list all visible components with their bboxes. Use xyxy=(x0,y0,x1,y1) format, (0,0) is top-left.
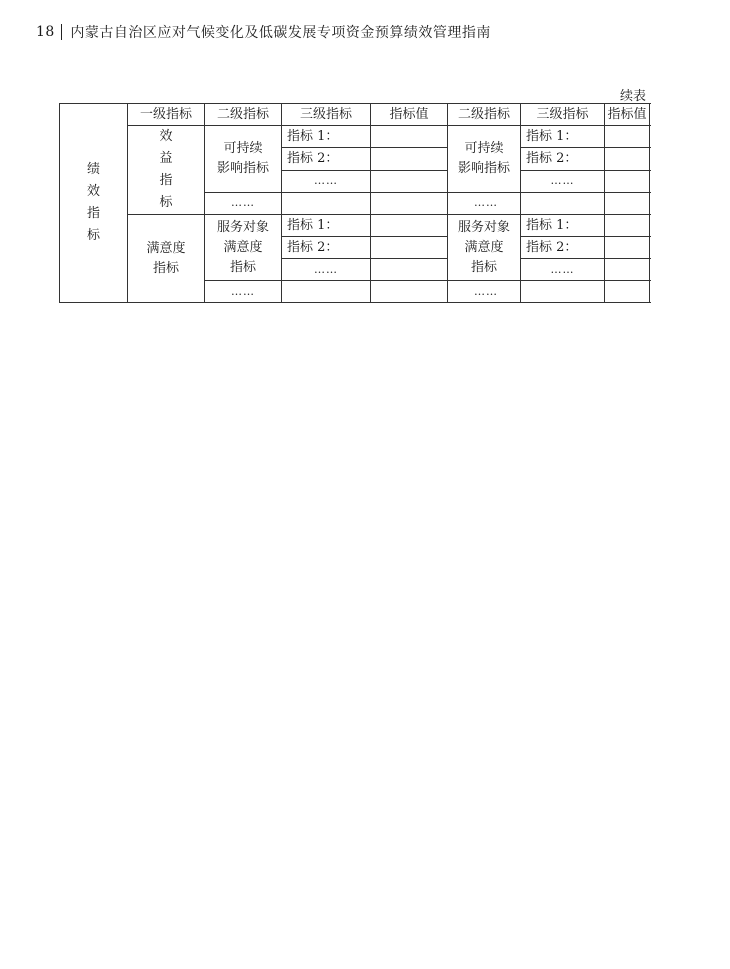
continued-label: 续表 xyxy=(620,89,647,104)
indicator-2-right: 指标 2： xyxy=(521,237,605,259)
level2-sustainable-impact-right: 可持续 影响指标 xyxy=(448,126,521,193)
book-title: 内蒙古自治区应对气候变化及低碳发展专项资金预算绩效管理指南 xyxy=(70,25,491,41)
header-divider xyxy=(61,24,63,40)
empty-cell xyxy=(521,281,605,303)
col-header-level2-left: 二级指标 xyxy=(205,104,282,126)
value-cell xyxy=(605,126,650,148)
value-cell xyxy=(605,237,650,259)
col-header-value-right: 指标值 xyxy=(605,104,650,126)
value-cell xyxy=(605,148,650,170)
col-header-level3-right: 三级指标 xyxy=(521,104,605,126)
ellipsis-cell: …… xyxy=(282,259,371,281)
ellipsis-cell: …… xyxy=(205,192,282,214)
col-header-level1: 一级指标 xyxy=(128,104,205,126)
indicator-2-left: 指标 2： xyxy=(282,237,371,259)
empty-cell xyxy=(521,192,605,214)
level2-sustainable-impact-left: 可持续 影响指标 xyxy=(205,126,282,193)
value-cell xyxy=(371,126,448,148)
value-cell xyxy=(605,215,650,237)
value-cell xyxy=(605,281,650,303)
empty-cell xyxy=(282,192,371,214)
value-cell xyxy=(371,259,448,281)
row-header-performance-indicators: 绩 效 指 标 xyxy=(60,104,128,303)
ellipsis-cell: …… xyxy=(521,259,605,281)
level2-service-satisfaction-left: 服务对象 满意度 指标 xyxy=(205,215,282,281)
value-cell xyxy=(371,170,448,192)
value-cell xyxy=(371,192,448,214)
ellipsis-cell: …… xyxy=(448,281,521,303)
value-cell xyxy=(371,215,448,237)
col-header-value-left: 指标值 xyxy=(371,104,448,126)
level1-benefit-indicator: 效 益 指 标 xyxy=(128,126,205,215)
ellipsis-cell: …… xyxy=(521,170,605,192)
value-cell xyxy=(605,192,650,214)
empty-cell xyxy=(282,281,371,303)
performance-indicator-table xyxy=(59,103,650,303)
level1-satisfaction-indicator: 满意度 指标 xyxy=(128,215,205,303)
ellipsis-cell: …… xyxy=(205,281,282,303)
value-cell xyxy=(605,259,650,281)
level2-service-satisfaction-right: 服务对象 满意度 指标 xyxy=(448,215,521,281)
page-number: 18 xyxy=(36,24,55,40)
indicator-1-left: 指标 1： xyxy=(282,126,371,148)
value-cell xyxy=(605,170,650,192)
value-cell xyxy=(371,281,448,303)
col-header-level2-right: 二级指标 xyxy=(448,104,521,126)
indicator-2-right: 指标 2： xyxy=(521,148,605,170)
col-header-level3-left: 三级指标 xyxy=(282,104,371,126)
value-cell xyxy=(371,237,448,259)
page-header xyxy=(36,22,491,42)
ellipsis-cell: …… xyxy=(448,192,521,214)
ellipsis-cell: …… xyxy=(282,170,371,192)
value-cell xyxy=(371,148,448,170)
indicator-2-left: 指标 2： xyxy=(282,148,371,170)
indicator-1-right: 指标 1： xyxy=(521,215,605,237)
indicator-1-left: 指标 1： xyxy=(282,215,371,237)
indicator-1-right: 指标 1： xyxy=(521,126,605,148)
